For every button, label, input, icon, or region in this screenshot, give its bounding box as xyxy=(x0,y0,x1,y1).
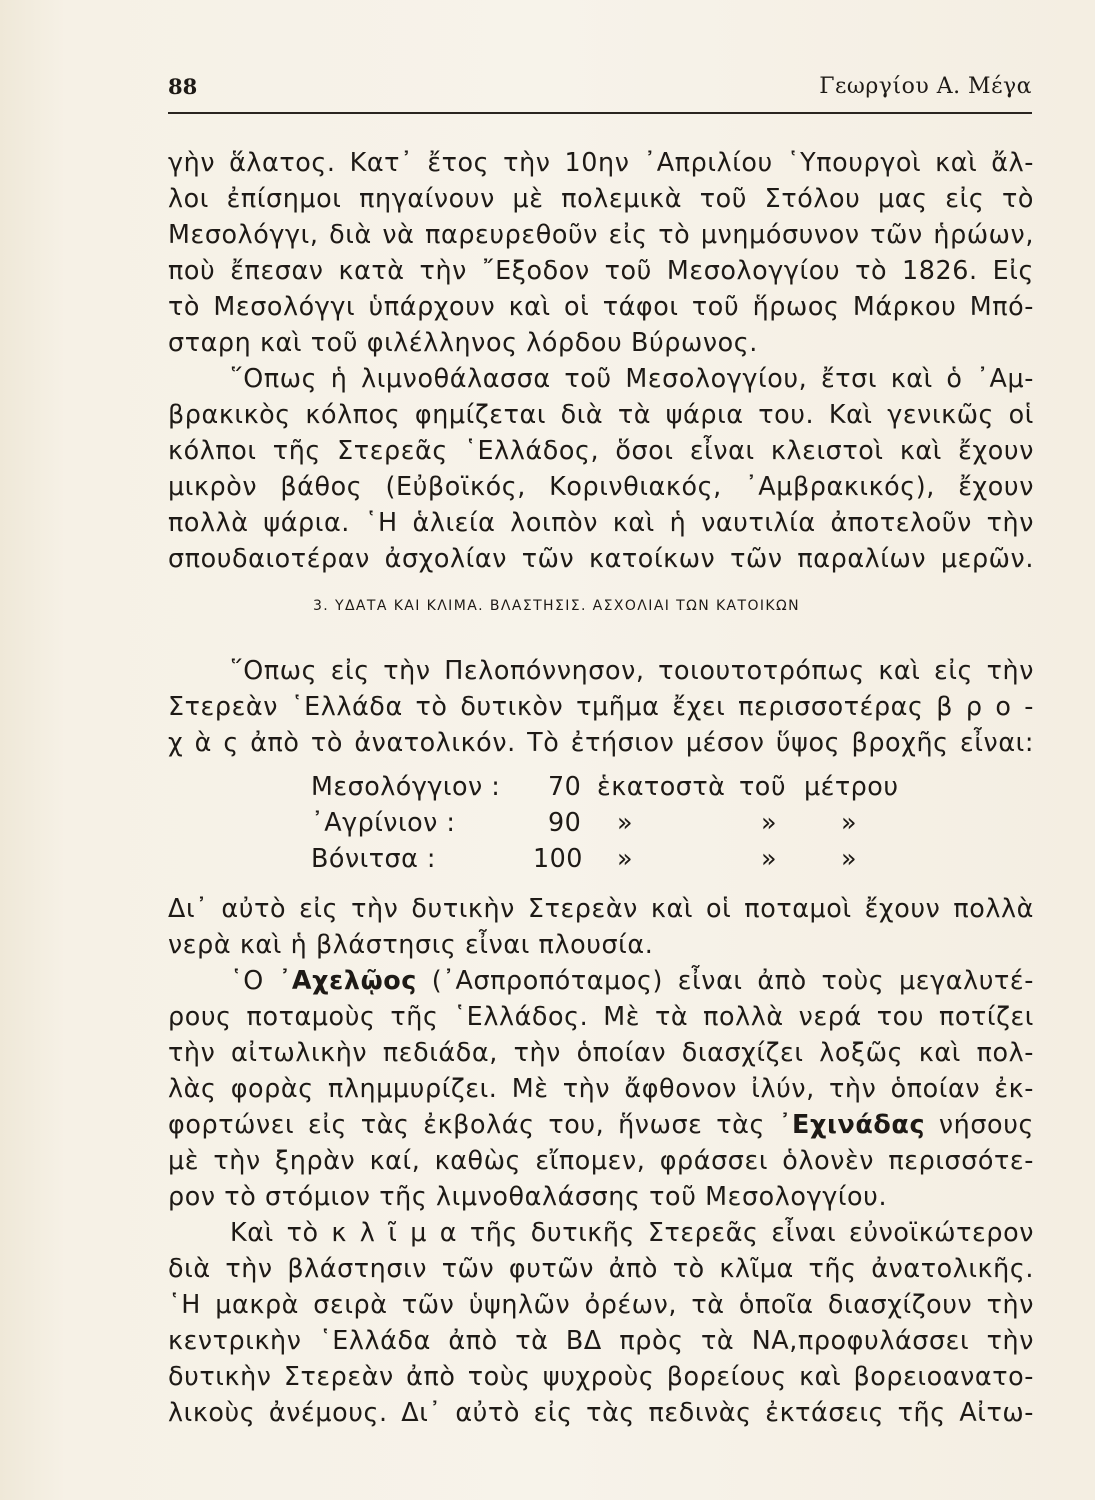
text-line xyxy=(168,962,1034,998)
text-line: ῞Οπως εἰς τὴν Πελοπόννησον, τοιουτοτρόπως καὶ εἰς τὴν xyxy=(230,655,1034,685)
text-line: λοι ἐπίσημοι πηγαίνουν μὲ πολεμικὰ τοῦ Στόλου μας εἰς τὸ xyxy=(168,183,1034,213)
rain-value: 70 xyxy=(548,771,582,801)
ditto-mark: » xyxy=(841,807,858,837)
section-heading: 3. ΥΔΑΤΑ ΚΑΙ ΚΛΙΜΑ. ΒΛΑΣΤΗΣΙΣ. ΑΣΧΟΛΙΑΙ ΤΩΝ ΚΑΤΟΙΚΩΝ xyxy=(313,598,800,614)
place-name: ᾽Αγρίνιον : xyxy=(311,807,456,837)
ditto-mark: » xyxy=(617,843,634,873)
text-line: τὴν αἰτωλικὴν πεδιάδα, τὴν ὁποίαν διασχίζει λοξῶς καὶ πολ- xyxy=(168,1037,1034,1067)
paragraph-2 xyxy=(168,360,1034,576)
text-line: κόλποι τῆς Στερεᾶς ῾Ελλάδος, ὅσοι εἶναι κλειστοὶ καὶ ἔχουν xyxy=(168,435,1034,465)
rainfall-table xyxy=(311,768,911,876)
text-run: ῾Ο xyxy=(230,965,279,995)
place-name: Βόνιτσα : xyxy=(311,843,436,873)
text-line: δυτικὴν Στερεὰν ἀπὸ τοὺς ψυχροὺς βορείους καὶ βορειοανατο- xyxy=(168,1361,1034,1391)
text-run: νήσους xyxy=(925,1109,1034,1139)
text-line: Δι᾽ αὐτὸ εἰς τὴν δυτικὴν Στερεὰν καὶ οἱ ποταμοὶ ἔχουν πολλὰ xyxy=(168,893,1034,923)
header-rule xyxy=(168,112,1032,114)
text-line: μὲ τὴν ξηρὰν καί, καθὼς εἴπομεν, φράσσει ὁλονὲν περισσότε- xyxy=(168,1145,1034,1175)
text-line: Καὶ τὸ κ λ ῖ μ α τῆς δυτικῆς Στερεᾶς εἶναι εὐνοϊκώτερον xyxy=(230,1217,1034,1247)
paragraph-5 xyxy=(168,962,1034,1214)
text-line: πολλὰ ψάρια. ῾Η ἁλιεία λοιπὸν καὶ ἡ ναυτιλία ἀποτελοῦν τὴν xyxy=(168,507,1034,537)
text-line: λικοὺς ἀνέμους. Δι᾽ αὐτὸ εἰς τὰς πεδινὰς ἐκτάσεις τῆς Αἰτω- xyxy=(168,1397,1034,1427)
emphasis-achelous: ᾽Αχελῷος xyxy=(278,965,417,995)
text-line: Στερεὰν ῾Ελλάδα τὸ δυτικὸν τμῆμα ἔχει περισσοτέρας β ρ ο - xyxy=(168,691,1034,721)
text-line: σπουδαιοτέραν ἀσχολίαν τῶν κατοίκων τῶν παραλίων μερῶν. xyxy=(168,543,1034,573)
ditto-mark: » xyxy=(617,807,634,837)
text-line: λὰς φορὰς πλημμυρίζει. Μὲ τὴν ἄφθονον ἰλύν, τὴν ὁποίαν ἐκ- xyxy=(168,1073,1034,1103)
text-line: ποὺ ἔπεσαν κατὰ τὴν ῎Εξοδον τοῦ Μεσολογγίου τὸ 1826. Εἰς xyxy=(168,255,1034,285)
text-line: κεντρικὴν ῾Ελλάδα ἀπὸ τὰ ΒΔ πρὸς τὰ ΝΑ,προφυλάσσει τὴν xyxy=(168,1325,1034,1355)
table-row xyxy=(311,804,911,840)
page-header xyxy=(168,68,1032,108)
unit-cell: ἑκατοστὰ xyxy=(597,771,726,801)
text-line: ρους ποταμοὺς τῆς ῾Ελλάδος. Μὲ τὰ πολλὰ νερά του ποτίζει xyxy=(168,1001,1034,1031)
ditto-mark: » xyxy=(761,843,778,873)
text-line: νερὰ καὶ ἡ βλάστησις εἶναι πλουσία. xyxy=(168,929,654,959)
rain-value: 90 xyxy=(548,807,582,837)
running-head: Γεωργίου Α. Μέγα xyxy=(819,74,1032,99)
text-line: σταρη καὶ τοῦ φιλέλληνος λόρδου Βύρωνος. xyxy=(168,327,758,357)
text-line: μικρὸν βάθος (Εὐβοϊκός, Κορινθιακός, ᾽Αμβρακικός), ἔχουν xyxy=(168,471,1034,501)
paragraph-1 xyxy=(168,144,1034,360)
text-run: φορτώνει εἰς τὰς ἐκβολάς του, ἥνωσε τὰς xyxy=(168,1109,779,1139)
page-number: 88 xyxy=(168,74,198,99)
paragraph-3 xyxy=(168,652,1034,760)
text-line xyxy=(168,1106,1034,1142)
table-row xyxy=(311,768,911,804)
emphasis-echinades: ᾽Εχινάδας xyxy=(778,1109,926,1139)
text-run: (᾽Ασπροπόταμος) εἶναι ἀπὸ τοὺς μεγαλυτέ- xyxy=(416,965,1034,995)
text-line: χ ὰ ς ἀπὸ τὸ ἀνατολικόν. Τὸ ἐτήσιον μέσον ὕψος βροχῆς εἶναι: xyxy=(168,727,1034,757)
unit-cell: μέτρου xyxy=(804,771,899,801)
ditto-mark: » xyxy=(761,807,778,837)
text-line: Μεσολόγγι, διὰ νὰ παρευρεθοῦν εἰς τὸ μνημόσυνον τῶν ἡρώων, xyxy=(168,219,1034,249)
paragraph-4 xyxy=(168,890,1034,962)
ditto-mark: » xyxy=(841,843,858,873)
text-line: γὴν ἅλατος. Κατ᾽ ἔτος τὴν 10ην ᾽Απριλίου ῾Υπουργοὶ καὶ ἄλ- xyxy=(168,147,1034,177)
text-line: ῞Οπως ἡ λιμνοθάλασσα τοῦ Μεσολογγίου, ἔτσι καὶ ὁ ᾽Αμ- xyxy=(230,363,1034,393)
text-line: ρον τὸ στόμιον τῆς λιμνοθαλάσσης τοῦ Μεσολογγίου. xyxy=(168,1181,888,1211)
text-line: ῾Η μακρὰ σειρὰ τῶν ὑψηλῶν ὀρέων, τὰ ὁποῖα διασχίζουν τὴν xyxy=(168,1289,1034,1319)
rain-value: 100 xyxy=(533,843,583,873)
text-line: διὰ τὴν βλάστησιν τῶν φυτῶν ἀπὸ τὸ κλῖμα τῆς ἀνατολικῆς. xyxy=(168,1253,1034,1283)
paragraph-6 xyxy=(168,1214,1034,1430)
unit-cell: τοῦ xyxy=(739,771,787,801)
text-line: τὸ Μεσολόγγι ὑπάρχουν καὶ οἱ τάφοι τοῦ ἥρωος Μάρκου Μπό- xyxy=(168,291,1034,321)
text-line: βρακικὸς κόλπος φημίζεται διὰ τὰ ψάρια του. Καὶ γενικῶς οἱ xyxy=(168,399,1034,429)
table-row xyxy=(311,840,911,876)
place-name: Μεσολόγγιον : xyxy=(311,771,501,801)
